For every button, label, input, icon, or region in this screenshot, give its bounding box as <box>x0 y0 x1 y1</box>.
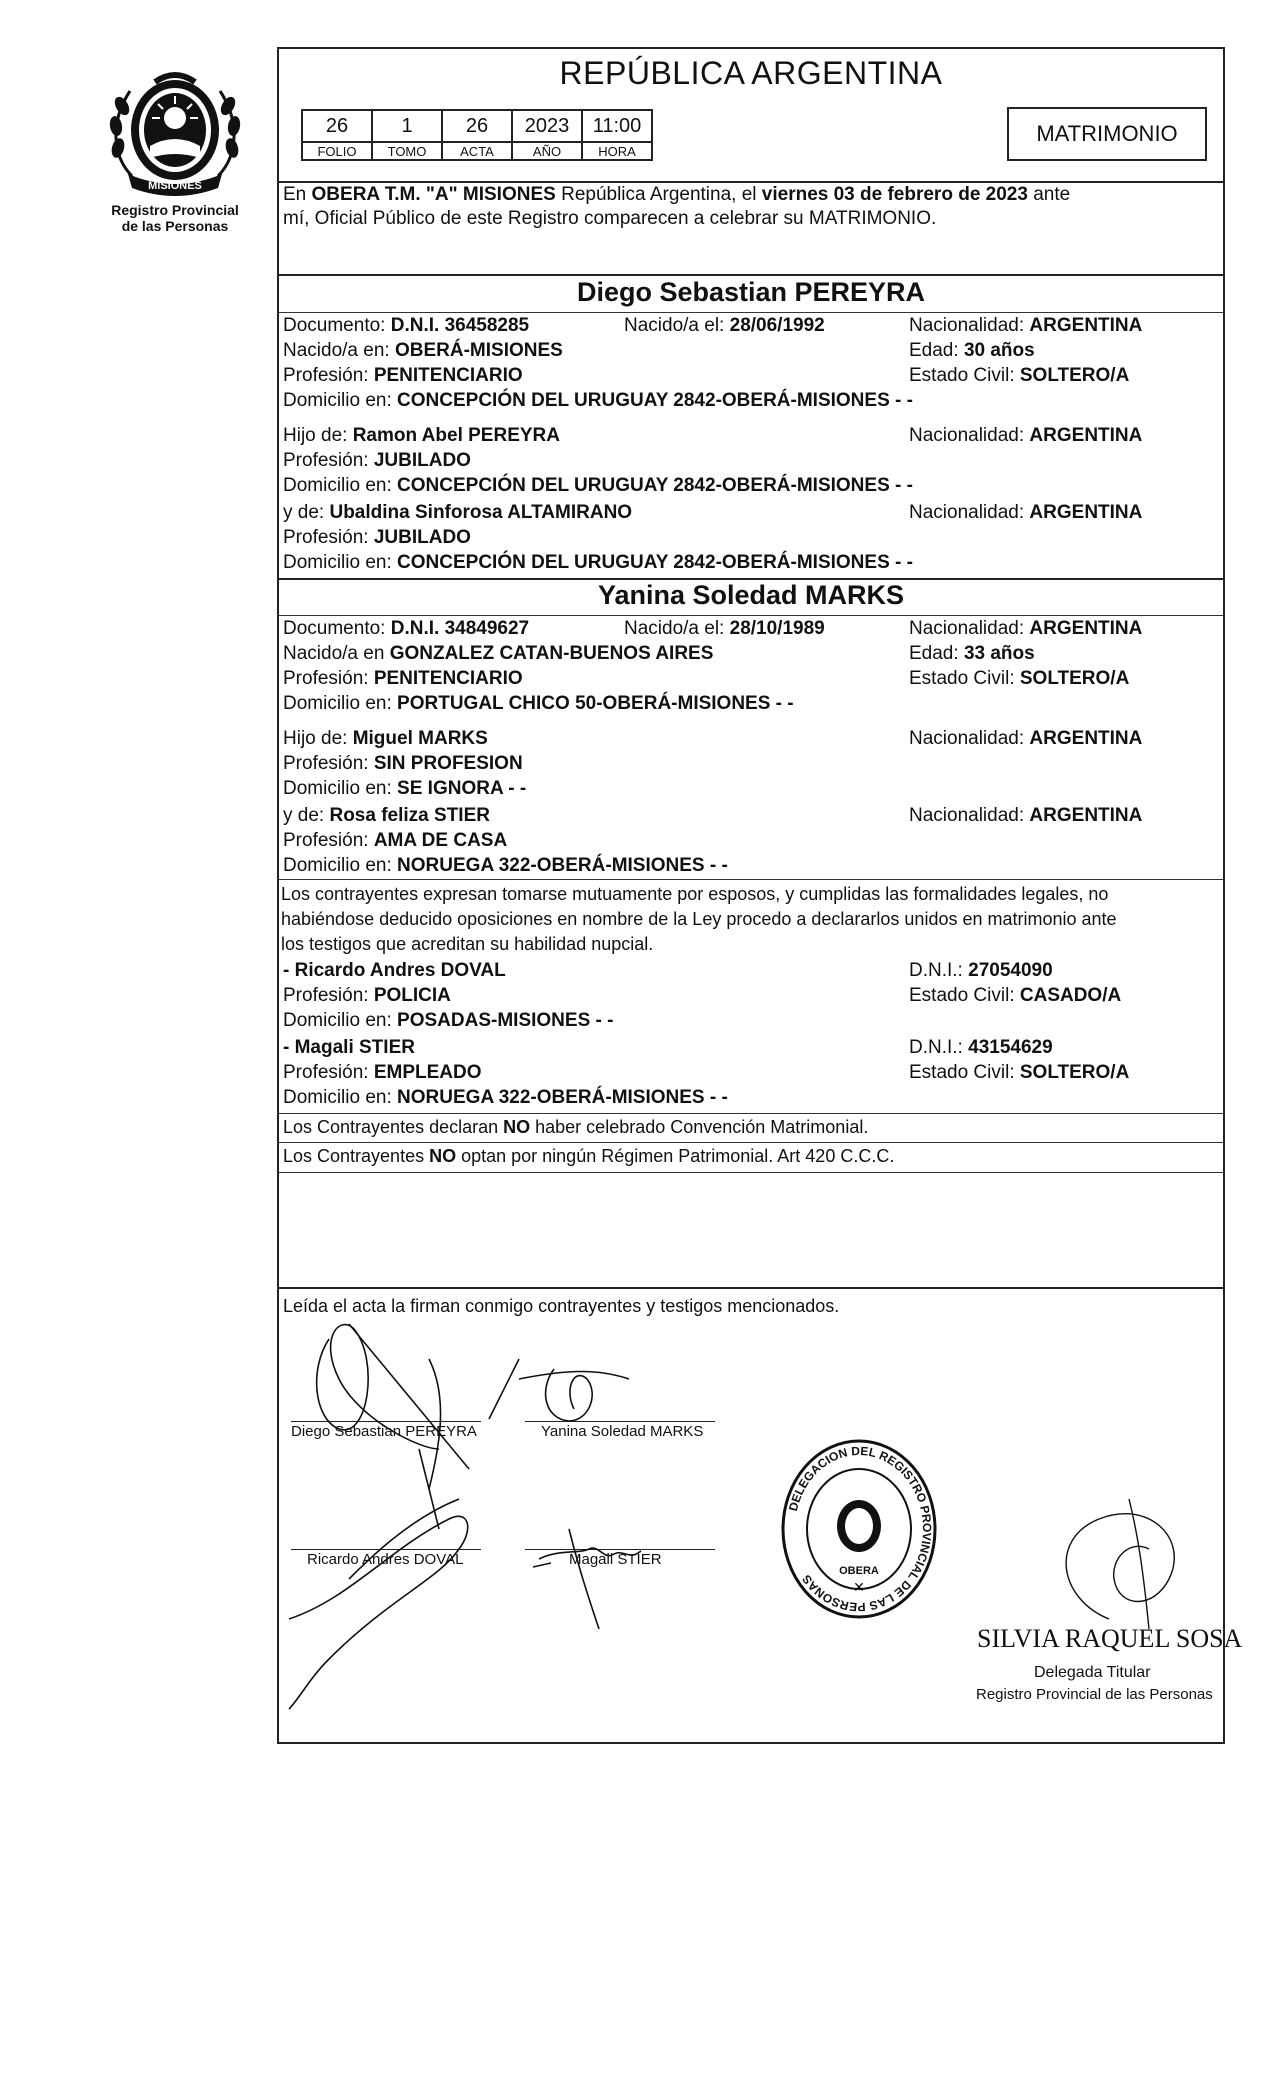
groom-mother-address: Domicilio en: CONCEPCIÓN DEL URUGUAY 2842-OBERÁ-MISIONES - - <box>283 552 913 573</box>
bride-civil-status: Estado Civil: SOLTERO/A <box>909 668 1130 689</box>
bride-mother-address: Domicilio en: NORUEGA 322-OBERÁ-MISIONES - - <box>283 855 728 876</box>
groom-document: Documento: D.N.I. 36458285 <box>283 315 530 336</box>
seal-ring-text: DELEGACION DEL REGISTRO PROVINCIAL DE LAS PERSONAS <box>785 1443 935 1615</box>
official-seal-stamp <box>779 1434 939 1624</box>
bride-profession: Profesión: PENITENCIARIO <box>283 668 523 689</box>
country-title: REPÚBLICA ARGENTINA <box>559 55 943 91</box>
hora-label: HORA <box>582 142 652 160</box>
act-type-box: MATRIMONIO <box>1007 107 1207 161</box>
bride-address: Domicilio en: PORTUGAL CHICO 50-OBERÁ-MISIONES - - <box>283 693 794 714</box>
intro-line2: mí, Oficial Público de este Registro comparecen a celebrar su MATRIMONIO. <box>283 208 937 229</box>
hora-value: 11:00 <box>582 110 652 142</box>
groom-father-nationality: Nacionalidad: ARGENTINA <box>909 425 1143 446</box>
witness1-dni: D.N.I.: 27054090 <box>909 960 1053 981</box>
witness1-profession: Profesión: POLICIA <box>283 985 451 1006</box>
bride-nationality: Nacionalidad: ARGENTINA <box>909 618 1143 639</box>
witness1-name: - Ricardo Andres DOVAL <box>283 960 506 981</box>
groom-father-profession: Profesión: JUBILADO <box>283 450 471 471</box>
bride-father: Hijo de: Miguel MARKS <box>283 728 488 749</box>
groom-nationality: Nacionalidad: ARGENTINA <box>909 315 1143 336</box>
folio-label: FOLIO <box>302 142 372 160</box>
misiones-emblem-icon <box>100 66 250 198</box>
bride-mother: y de: Rosa feliza STIER <box>283 805 490 826</box>
bride-birthdate: Nacido/a el: 28/10/1989 <box>624 618 825 639</box>
emblem-ribbon-text: MISIONES <box>148 180 202 192</box>
witness2-profession: Profesión: EMPLEADO <box>283 1062 482 1083</box>
groom-mother-nationality: Nacionalidad: ARGENTINA <box>909 502 1143 523</box>
witness2-address: Domicilio en: NORUEGA 322-OBERÁ-MISIONES - - <box>283 1087 728 1108</box>
anio-label: AÑO <box>512 142 582 160</box>
patrimonial-regime-statement: Los Contrayentes NO optan por ningún Régimen Patrimonial. Art 420 C.C.C. <box>283 1146 895 1166</box>
official-office: Registro Provincial de las Personas <box>976 1686 1213 1703</box>
groom-name-heading: Diego Sebastian PEREYRA <box>576 277 926 307</box>
bride-father-nationality: Nacionalidad: ARGENTINA <box>909 728 1143 749</box>
svg-text:✕: ✕ <box>853 1579 865 1595</box>
anio-value: 2023 <box>512 110 582 142</box>
seal-center-text: OBERA <box>839 1565 879 1577</box>
bride-name-heading: Yanina Soledad MARKS <box>597 580 905 610</box>
witness1-civil-status: Estado Civil: CASADO/A <box>909 985 1122 1006</box>
declaration-line2: habiéndose deducido oposiciones en nombre de la Ley procedo a declararlos unidos en matrimonio ante <box>281 909 1117 929</box>
handwritten-signatures <box>269 1299 749 1719</box>
groom-civil-status: Estado Civil: SOLTERO/A <box>909 365 1130 386</box>
official-handwritten-signature <box>1039 1479 1219 1639</box>
witness2-signature-label: Magali STIER <box>569 1551 662 1568</box>
tomo-label: TOMO <box>372 142 442 160</box>
groom-mother: y de: Ubaldina Sinforosa ALTAMIRANO <box>283 502 633 523</box>
witness2-name: - Magali STIER <box>283 1037 415 1058</box>
groom-profession: Profesión: PENITENCIARIO <box>283 365 523 386</box>
witness2-dni: D.N.I.: 43154629 <box>909 1037 1053 1058</box>
acta-label: ACTA <box>442 142 512 160</box>
marriage-certificate-form <box>277 47 1243 1744</box>
declaration-line3: los testigos que acreditan su habilidad nupcial. <box>281 934 654 954</box>
intro-line1: En OBERA T.M. "A" MISIONES República Argentina, el viernes 03 de febrero de 2023 ante <box>283 184 1071 205</box>
groom-father: Hijo de: Ramon Abel PEREYRA <box>283 425 560 446</box>
declaration-line1: Los contrayentes expresan tomarse mutuamente por esposos, y cumplidas las formalidades legales, no <box>281 884 1109 904</box>
registry-reference-table <box>301 109 653 161</box>
bride-document: Documento: D.N.I. 34849627 <box>283 618 530 639</box>
witness1-address: Domicilio en: POSADAS-MISIONES - - <box>283 1010 614 1031</box>
bride-birthplace: Nacido/a en GONZALEZ CATAN-BUENOS AIRES <box>283 643 714 664</box>
bride-age: Edad: 33 años <box>909 643 1035 664</box>
groom-mother-profession: Profesión: JUBILADO <box>283 527 471 548</box>
bride-mother-nationality: Nacionalidad: ARGENTINA <box>909 805 1143 826</box>
bride-father-profession: Profesión: SIN PROFESION <box>283 753 523 774</box>
groom-father-address: Domicilio en: CONCEPCIÓN DEL URUGUAY 2842-OBERÁ-MISIONES - - <box>283 475 913 496</box>
logo-caption-line2: de las Personas <box>121 218 229 234</box>
convention-statement: Los Contrayentes declaran NO haber celebrado Convención Matrimonial. <box>283 1117 869 1137</box>
witness1-signature-label: Ricardo Andres DOVAL <box>307 1551 464 1568</box>
groom-age: Edad: 30 años <box>909 340 1035 361</box>
witness2-civil-status: Estado Civil: SOLTERO/A <box>909 1062 1130 1083</box>
official-name: SILVIA RAQUEL SOSA <box>977 1624 1243 1653</box>
folio-value: 26 <box>302 110 372 142</box>
logo-caption-line1: Registro Provincial <box>111 202 239 218</box>
bride-father-address: Domicilio en: SE IGNORA - - <box>283 778 527 799</box>
groom-signature-label: Diego Sebastian PEREYRA <box>291 1423 477 1440</box>
groom-birthdate: Nacido/a el: 28/06/1992 <box>624 315 825 336</box>
closing-statement: Leída el acta la firman conmigo contrayentes y testigos mencionados. <box>283 1296 840 1316</box>
groom-birthplace: Nacido/a en: OBERÁ-MISIONES <box>283 340 563 361</box>
registry-logo <box>100 66 250 241</box>
acta-value: 26 <box>442 110 512 142</box>
bride-signature-label: Yanina Soledad MARKS <box>541 1423 704 1440</box>
official-title: Delegada Titular <box>1034 1664 1151 1681</box>
bride-mother-profession: Profesión: AMA DE CASA <box>283 830 508 851</box>
tomo-value: 1 <box>372 110 442 142</box>
groom-address: Domicilio en: CONCEPCIÓN DEL URUGUAY 2842-OBERÁ-MISIONES - - <box>283 390 913 411</box>
